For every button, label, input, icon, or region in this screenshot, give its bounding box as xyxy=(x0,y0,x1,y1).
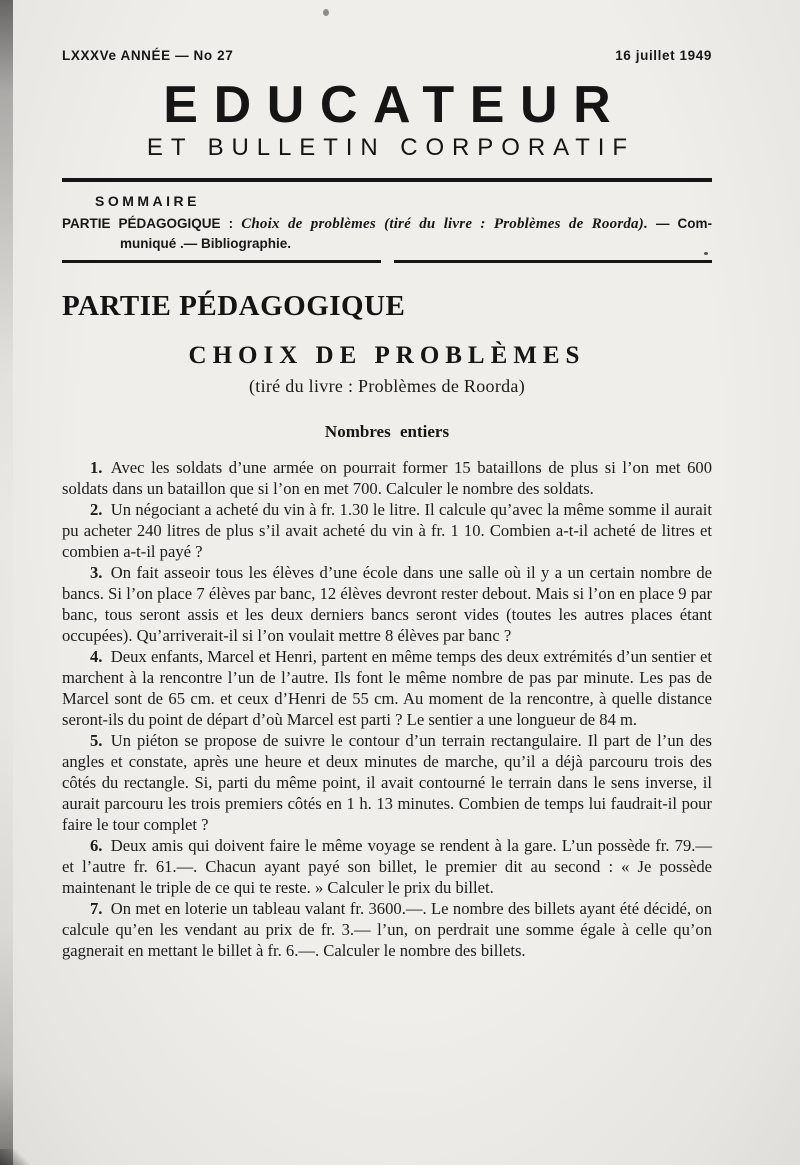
sommaire-label: SOMMAIRE xyxy=(95,193,200,210)
sommaire-article-reference: Choix de problèmes (tiré du livre : Problèmes de Roorda). xyxy=(241,216,648,233)
sommaire-tail: — Com- xyxy=(655,216,713,232)
journal-title: EDUCATEUR xyxy=(163,76,627,134)
journal-subtitle: ET BULLETIN CORPORATIF xyxy=(146,134,635,161)
journal-date: 16 juillet 1949 xyxy=(615,48,712,63)
sommaire-body xyxy=(62,216,712,251)
problem-4 xyxy=(62,646,712,730)
problem-text: On fait asseoir tous les élèves d’une école dans une salle où il y a un certain nombre de bancs. Si l’on place 7 élèves par banc, 12 élèves devront rester debout. Mais si l’on en place 9 par banc, tous seront assis et les deux derniers bancs seront vides (toutes les autres places étant occupées). Qu’arriverait-il si l’on voulait mettre 8 élèves par banc ? xyxy=(62,563,712,646)
problem-number: 1. xyxy=(90,458,103,478)
horizontal-rule-bottom xyxy=(62,260,712,263)
problem-text: Deux enfants, Marcel et Henri, partent en même temps des deux extrémités d’un sentier et marchent à la rencontre l’un de l’autre. Ils font le même nombre de pas par minute. Les pas de Marcel sont de 65 cm. et ceux d’Henri de 55 cm. Au moment de la rencontre, à quelle distance seront-ils du point de départ d’où Marcel est parti ? Le sentier a une longueur de 84 m. xyxy=(62,647,712,730)
problem-6 xyxy=(62,835,712,898)
problem-number: 3. xyxy=(90,563,103,583)
problem-3 xyxy=(62,562,712,646)
problem-text: On met en loterie un tableau valant fr. 3600.—. Le nombre des billets ayant été décidé, on calcule qu’en les vendant au prix de fr. 3.— l’un, on perdrait une somme égale à celle qu’on gagnerait en mettant le billet à fr. 6.—. Calculer le nombre des billets. xyxy=(62,899,712,961)
problem-number: 5. xyxy=(90,731,103,751)
sommaire-line-1 xyxy=(62,216,712,233)
problems-list xyxy=(62,457,712,961)
sommaire-line-2: muniqué .— Bibliographie. xyxy=(120,236,292,252)
rule-segment-left xyxy=(62,260,381,263)
problem-text: Deux amis qui doivent faire le même voyage se rendent à la gare. L’un possède fr. 79.— et l’autre fr. 61.—. Chacun ayant payé son billet, le premier dit au second : « Je possède maintenant le triple de ce qui te reste. » Calculer le prix du billet. xyxy=(62,836,712,898)
horizontal-rule-top xyxy=(62,178,712,182)
problem-number: 4. xyxy=(90,647,103,667)
problem-text: Avec les soldats d’une armée on pourrait former 15 bataillons de plus si l’on met 600 soldats dans un bataillon que si l’on en met 700. Calculer le nombre des soldats. xyxy=(62,458,712,499)
article-title: CHOIX DE PROBLÈMES xyxy=(188,342,586,370)
problem-1 xyxy=(62,457,712,499)
problem-7 xyxy=(62,898,712,961)
journal-header-row xyxy=(62,0,712,63)
problem-number: 7. xyxy=(90,899,103,919)
problem-number: 6. xyxy=(90,836,103,856)
sommaire-section-label: PARTIE PÉDAGOGIQUE : xyxy=(62,216,234,232)
section-heading: PARTIE PÉDAGOGIQUE xyxy=(62,290,406,323)
scan-edge-shadow xyxy=(0,0,13,1165)
problem-2 xyxy=(62,499,712,562)
rule-segment-right xyxy=(394,260,713,263)
problem-text: Un piéton se propose de suivre le contour d’un terrain rectangulaire. Il part de l’un des angles et constate, après une heure et deux minutes de marche, qu’il a déjà parcouru trois des côtés du rectangle. Si, parti du même point, il avait contourné le terrain dans le sens inverse, il aurait parcouru les trois premiers côtés en 1 h. 13 minutes. Combien de temps lui faudrait-il pour faire le tour complet ? xyxy=(62,731,712,835)
journal-volume-number: LXXXVe ANNÉE — No 27 xyxy=(62,48,234,63)
masthead xyxy=(62,76,712,161)
problem-5 xyxy=(62,730,712,835)
page-content xyxy=(62,0,712,961)
problem-number: 2. xyxy=(90,500,103,520)
problem-text: Un négociant a acheté du vin à fr. 1.30 le litre. Il calcule qu’avec la même somme il aurait pu acheter 240 litres de plus s’il avait acheté du vin à fr. 1 10. Combien a-t-il acheté de litres et combien a-t-il payé ? xyxy=(62,500,712,562)
scan-corner-shadow xyxy=(0,1149,30,1165)
article-subtitle: (tiré du livre : Problèmes de Roorda) xyxy=(248,376,526,397)
article-subheading: Nombres entiers xyxy=(324,422,450,442)
